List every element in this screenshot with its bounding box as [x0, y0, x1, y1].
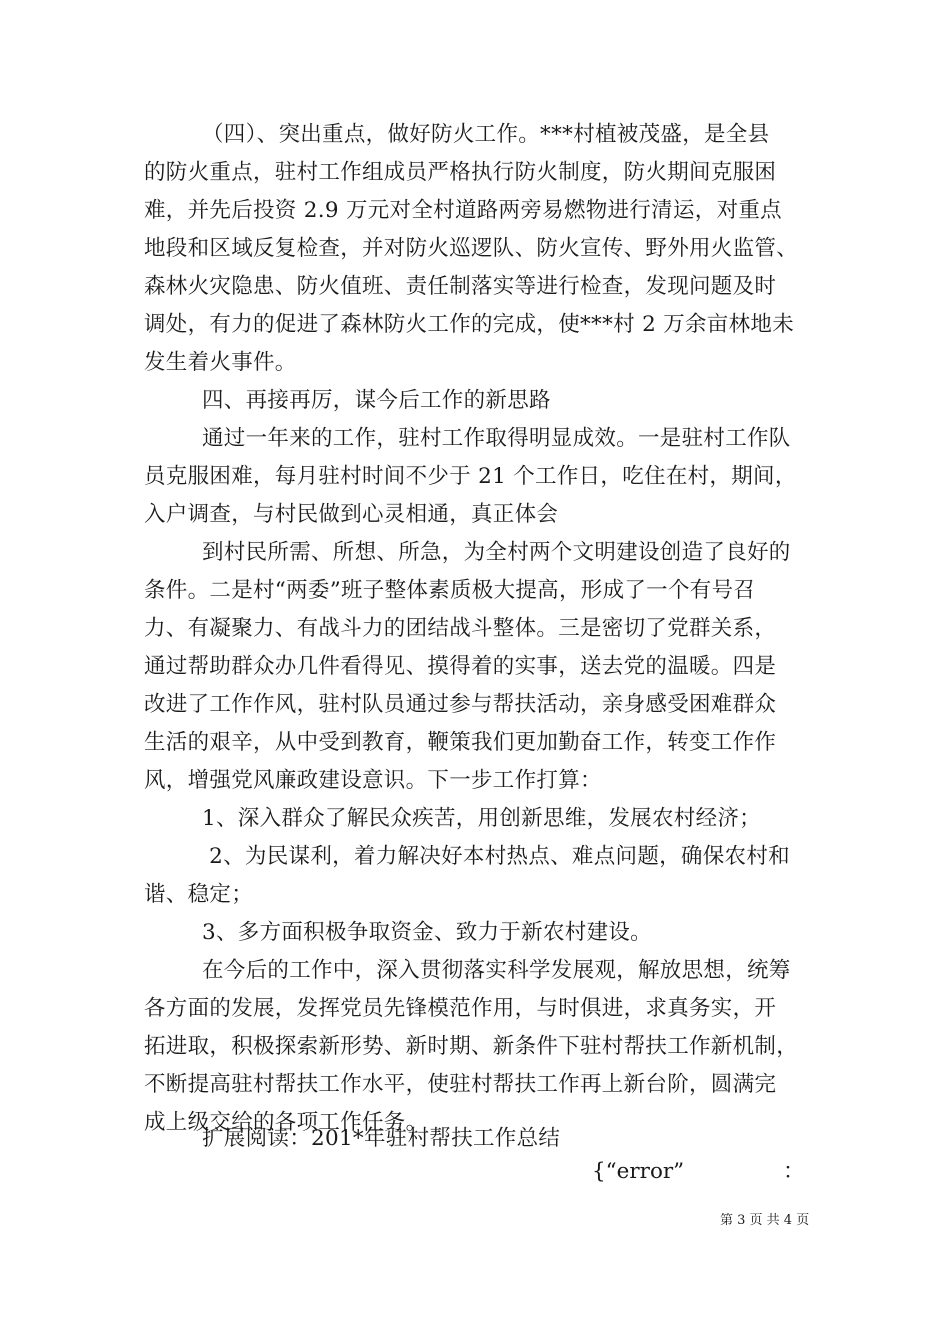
paragraph-line: 改进了工作作风，驻村队员通过参与帮扶活动，亲身感受困难群众 [144, 692, 777, 717]
error-fragment: {“error” [592, 1159, 685, 1184]
list-item: 2、为民谋利，着力解决好本村热点、难点问题，确保农村和 [202, 844, 790, 869]
paragraph-line: 的防火重点，驻村工作组成员严格执行防火制度，防火期间克服困 [144, 160, 777, 185]
list-item: 3、多方面积极争取资金、致力于新农村建设。 [202, 920, 652, 945]
section-heading: 四、再接再厉，谋今后工作的新思路 [202, 388, 551, 413]
paragraph-line: 难，并先后投资 2.9 万元对全村道路两旁易燃物进行清运，对重点 [144, 198, 782, 223]
paragraph-line: 地段和区域反复检查，并对防火巡逻队、防火宣传、野外用火监管、 [144, 236, 799, 261]
paragraph-line: 发生着火事件。 [144, 350, 297, 375]
paragraph-line: 入户调查，与村民做到心灵相通，真正体会 [144, 502, 559, 527]
paragraph-line: 通过一年来的工作，驻村工作取得明显成效。一是驻村工作队 [202, 426, 791, 451]
list-item: 谐、稳定； [144, 882, 254, 907]
paragraph-line: 不断提高驻村帮扶工作水平，使驻村帮扶工作再上新台阶，圆满完 [144, 1072, 777, 1097]
paragraph-line: （四）、突出重点，做好防火工作。***村植被茂盛，是全县 [202, 122, 770, 147]
paragraph-line: 成上级交给的各项工作任务。 [144, 1110, 428, 1135]
paragraph-line: 员克服困难，每月驻村时间不少于 21 个工作日，吃住在村，期间， [144, 464, 797, 489]
extended-reading-title: 扩展阅读：201*年驻村帮扶工作总结 [202, 1126, 561, 1151]
page-number: 第 3 页 共 4 页 [720, 1213, 810, 1228]
paragraph-line: 通过帮助群众办几件看得见、摸得着的实事，送去党的温暖。四是 [144, 654, 777, 679]
paragraph-line: 生活的艰辛，从中受到教育，鞭策我们更加勤奋工作，转变工作作 [144, 730, 777, 755]
paragraph-line: 森林火灾隐患、防火值班、责任制落实等进行检查，发现问题及时 [144, 274, 777, 299]
error-colon: ： [783, 1159, 805, 1184]
paragraph-line: 力、有凝聚力、有战斗力的团结战斗整体。三是密切了党群关系， [144, 616, 777, 641]
paragraph-line: 拓进取，积极探索新形势、新时期、新条件下驻村帮扶工作新机制， [144, 1034, 799, 1059]
paragraph-line: 各方面的发展，发挥党员先锋模范作用，与时俱进，求真务实，开 [144, 996, 777, 1021]
paragraph-line: 在今后的工作中，深入贯彻落实科学发展观，解放思想，统筹 [202, 958, 791, 983]
paragraph-line: 到村民所需、所想、所急，为全村两个文明建设创造了良好的 [202, 540, 791, 565]
paragraph-line: 风，增强党风廉政建设意识。下一步工作打算： [144, 768, 602, 793]
paragraph-line: 调处，有力的促进了森林防火工作的完成，使***村 2 万余亩林地未 [144, 312, 794, 337]
paragraph-line: 条件。二是村“两委”班子整体素质极大提高，形成了一个有号召 [144, 578, 756, 603]
list-item: 1、深入群众了解民众疾苦，用创新思维，发展农村经济； [202, 806, 761, 831]
